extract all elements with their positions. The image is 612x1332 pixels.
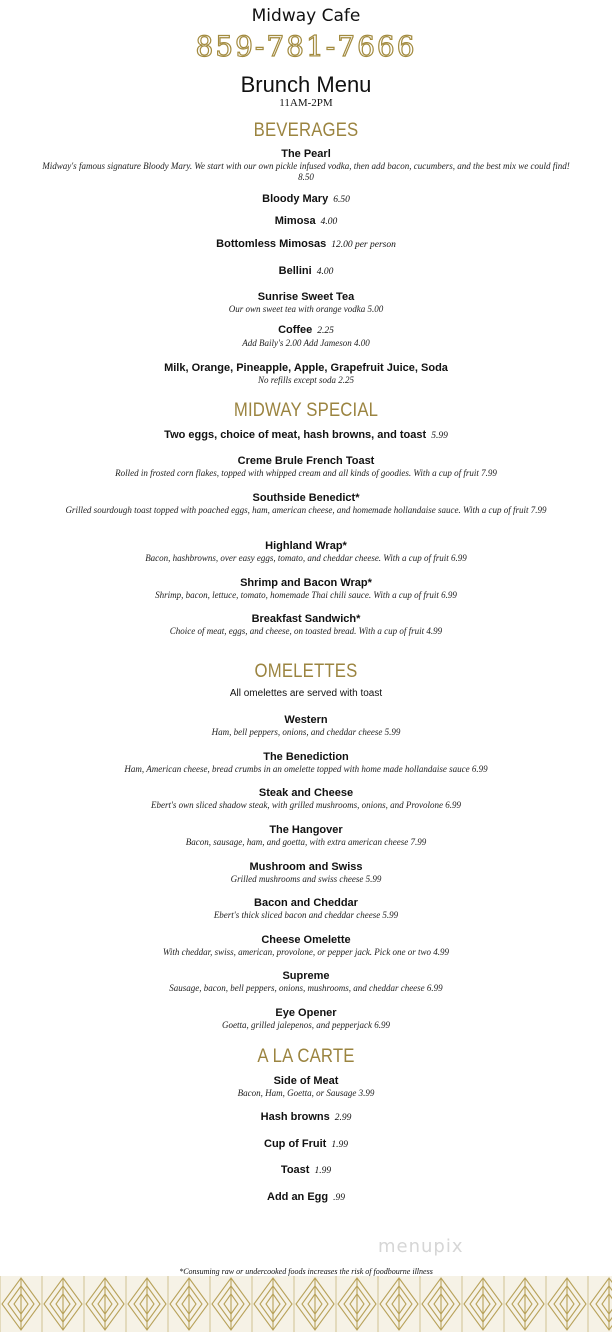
- menu-item: [40, 1163, 572, 1178]
- item-price: 1.99: [314, 1166, 332, 1176]
- item-description: Choice of meat, eggs, and cheese, on toasted bread. With a cup of fruit 4.99: [169, 626, 443, 636]
- item-description: Our own sweet tea with orange vodka 5.00: [228, 304, 384, 314]
- menu-item: [40, 147, 572, 183]
- item-price: 2.99: [334, 1113, 352, 1123]
- item-name: The Hangover: [269, 824, 343, 836]
- menu-item: [40, 896, 572, 921]
- item-description: Add Baily's 2.00 Add Jameson 4.00: [242, 338, 370, 348]
- menu-item: [40, 237, 572, 252]
- menu-item: [40, 361, 572, 386]
- menu-item: [40, 969, 572, 994]
- item-description: Ebert's thick sliced bacon and cheddar cheese 5.99: [213, 910, 399, 920]
- item-name: Milk, Orange, Pineapple, Apple, Grapefruit Juice, Soda: [164, 362, 448, 374]
- item-name: Southside Benedict*: [252, 492, 360, 504]
- decorative-border-pattern: [0, 1276, 612, 1332]
- item-name: Hash browns: [260, 1111, 330, 1123]
- item-price: .99: [333, 1193, 345, 1203]
- item-description: Bacon, Ham, Goetta, or Sausage 3.99: [237, 1088, 375, 1098]
- item-price: 5.99: [431, 431, 448, 441]
- item-name: Bottomless Mimosas: [216, 238, 327, 250]
- menu-item: [40, 1074, 572, 1099]
- watermark-logo: menupix: [378, 1236, 464, 1257]
- menu-item: [40, 539, 572, 564]
- menu-item: [40, 860, 572, 885]
- menu-item: [40, 264, 572, 279]
- item-name: Cup of Fruit: [264, 1138, 327, 1150]
- item-name: Supreme: [282, 970, 330, 982]
- item-name: Side of Meat: [273, 1075, 339, 1087]
- item-name: Mushroom and Swiss: [249, 861, 363, 873]
- item-name: Cheese Omelette: [261, 934, 351, 946]
- item-price: 6.50: [333, 195, 350, 205]
- item-description: Bacon, hashbrowns, over easy eggs, tomato, and cheddar cheese. With a cup of fruit 6.99: [145, 553, 467, 563]
- menu-item: [40, 750, 572, 775]
- section-title-a-la-carte: A LA CARTE: [257, 1046, 355, 1067]
- menu-title: Brunch Menu: [240, 72, 372, 97]
- menu-item: [40, 1006, 572, 1031]
- menu-item: [40, 576, 572, 601]
- item-name: Mimosa: [274, 215, 316, 227]
- item-description: Bacon, sausage, ham, and goetta, with extra american cheese 7.99: [185, 837, 427, 847]
- section-title-beverages: BEVERAGES: [253, 120, 359, 141]
- menu-item: [40, 290, 572, 315]
- item-name: Toast: [280, 1164, 310, 1176]
- item-name: Western: [284, 714, 328, 726]
- phone-number[interactable]: 859-781-7666: [195, 30, 417, 63]
- item-name: Breakfast Sandwich*: [251, 613, 361, 625]
- item-description: Midway's famous signature Bloody Mary. We start with our own pickle infused vodka, then add bacon, cucumbers, and the best mix we could find! 8.50: [42, 161, 570, 182]
- menu-item: [40, 192, 572, 207]
- item-description: Grilled sourdough toast topped with poached eggs, ham, american cheese, and homemade hollandaise sauce. With a cup of fruit 7.99: [65, 505, 547, 515]
- item-price: 1.99: [331, 1140, 348, 1150]
- item-name: The Benediction: [263, 751, 349, 763]
- item-price: 4.00: [316, 267, 334, 277]
- menu-item: [40, 612, 572, 637]
- food-safety-footnote: *Consuming raw or undercooked foods increases the risk of foodbourne illness: [179, 1267, 433, 1276]
- item-name: Sunrise Sweet Tea: [257, 291, 355, 303]
- menu-item: [40, 454, 572, 479]
- cafe-name: Midway Cafe: [251, 6, 361, 26]
- item-description: Rolled in frosted corn flakes, topped with whipped cream and all kinds of goodies. With a cup of fruit 7.99: [115, 468, 497, 478]
- menu-item: [40, 713, 572, 738]
- item-price: 4.00: [320, 217, 338, 227]
- menu-item: [40, 323, 572, 349]
- item-description: Sausage, bacon, bell peppers, onions, mushrooms, and cheddar cheese 6.99: [169, 983, 443, 993]
- item-name: Add an Egg: [267, 1191, 329, 1203]
- item-name: Bacon and Cheddar: [254, 897, 358, 909]
- menu-item: [40, 823, 572, 848]
- item-description: Ham, bell peppers, onions, and cheddar cheese 5.99: [211, 727, 401, 737]
- item-description: Ebert's own sliced shadow steak, with grilled mushrooms, onions, and Provolone 6.99: [151, 800, 461, 810]
- item-name: The Pearl: [281, 148, 331, 160]
- menu-item: [40, 1137, 572, 1152]
- item-name: Highland Wrap*: [265, 540, 347, 552]
- menu-item: [40, 1110, 572, 1125]
- item-description: Goetta, grilled jalepenos, and pepperjack 6.99: [222, 1020, 390, 1030]
- omelettes-note: All omelettes are served with toast: [229, 688, 383, 699]
- item-price: 2.25: [317, 326, 334, 336]
- item-name: Two eggs, choice of meat, hash browns, and toast: [164, 429, 427, 441]
- section-title-midway-special: MIDWAY SPECIAL: [233, 400, 379, 421]
- item-name: Steak and Cheese: [258, 787, 354, 799]
- item-name: Creme Brule French Toast: [237, 455, 375, 467]
- section-title-omelettes: OMELETTES: [254, 661, 358, 682]
- menu-item: [40, 1190, 572, 1205]
- item-name: Eye Opener: [275, 1007, 337, 1019]
- item-name: Coffee: [278, 324, 313, 336]
- menu-item: [40, 786, 572, 811]
- item-name: Bloody Mary: [262, 193, 329, 205]
- item-name: Shrimp and Bacon Wrap*: [240, 577, 372, 589]
- menu-item: [40, 214, 572, 229]
- item-description: Ham, American cheese, bread crumbs in an omelette topped with home made hollandaise sauce 6.99: [124, 764, 488, 774]
- item-description: With cheddar, swiss, american, provolone, or pepper jack. Pick one or two 4.99: [162, 947, 450, 957]
- menu-item: [40, 491, 572, 516]
- menu-item: [40, 428, 572, 443]
- menu-item: [40, 933, 572, 958]
- menu-hours: 11AM-2PM: [279, 97, 333, 109]
- item-description: Shrimp, bacon, lettuce, tomato, homemade Thai chili sauce. With a cup of fruit 6.99: [155, 590, 457, 600]
- item-price: 12.00 per person: [331, 240, 396, 250]
- item-name: Bellini: [278, 265, 312, 277]
- item-description: Grilled mushrooms and swiss cheese 5.99: [230, 874, 382, 884]
- item-description: No refills except soda 2.25: [258, 375, 354, 385]
